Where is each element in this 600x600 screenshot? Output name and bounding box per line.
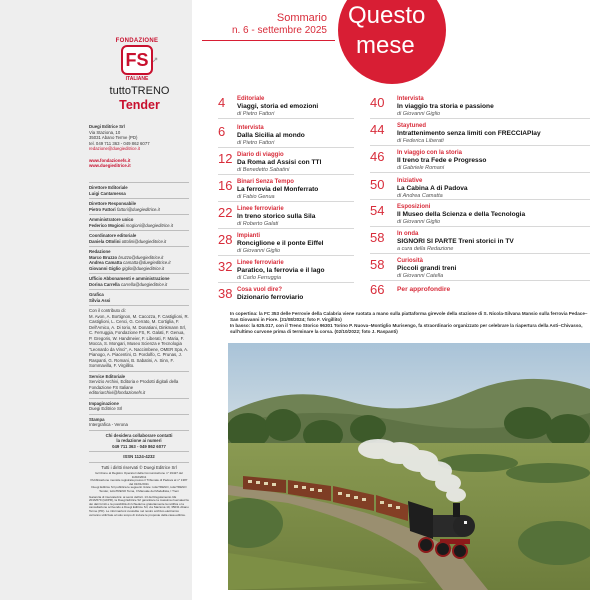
role-label: Direttore Editoriale <box>89 185 128 190</box>
toc-separator <box>218 282 354 283</box>
article-title: La ferrovia del Monferrato <box>237 186 319 193</box>
toc-separator <box>370 145 590 146</box>
page-number: 22 <box>218 205 233 220</box>
role-label: Direttore Responsabile <box>89 201 137 206</box>
page-number: 54 <box>370 203 385 218</box>
article-title: Intrattenimento senza limiti con FRECCIAPlay <box>397 130 541 137</box>
page-number: 46 <box>370 149 385 164</box>
article-author: di Pietro Fattori <box>237 111 275 117</box>
fondazione-fs-logo <box>112 38 162 82</box>
impag-name: Duegi Editrice Srl <box>89 406 123 411</box>
staff-name: Marco Bruzzo <box>89 254 118 260</box>
brand-tender: Tender <box>119 98 160 112</box>
toc-separator <box>218 147 354 148</box>
grafica-name: Silvia Assi <box>89 297 111 303</box>
article-author: di Federica Liberati <box>397 138 444 144</box>
address-line-1: Via Staziona, 10 <box>89 129 121 135</box>
staff-email: giglio@duegieditrice.it <box>121 265 165 271</box>
article-title: La Cabina A di Padova <box>397 185 468 192</box>
logo-mark-text: FS <box>125 50 149 70</box>
article-title: SIGNORI SI PARTE Treni storici in TV <box>397 238 514 245</box>
caption-body: la FC 353 delle Ferrovie della Calabria viene ruotata a mano sulla piattaforma girevole della stazione di S. Nicola-Silvana Mansio sulla ferrovia Pedace–San Giovanni in Fiore. (31/08/2024; foto F. Virgillito) <box>230 311 588 322</box>
toc-separator <box>218 201 354 202</box>
article-author: a cura della Redazione <box>397 246 454 252</box>
toc-separator <box>370 118 590 119</box>
section-label: Linee ferroviarie <box>237 260 284 266</box>
section-label: Cosa vuol dire? <box>237 287 283 293</box>
staff-name: Giovanni Giglio <box>89 265 121 271</box>
publisher-name: Duegi Editrice Srl <box>89 124 125 129</box>
toc-separator <box>218 255 354 256</box>
logo-bottom-text: ITALIANE <box>125 76 149 82</box>
service-text: Servizio Archivi, Editoria e Prodotti digitali della Fondazione FS Italiane <box>89 379 179 390</box>
toc-separator <box>370 199 590 200</box>
page-number: 12 <box>218 151 233 166</box>
fineprint-2: Pubblicazione mensile registrata presso il Tribunale di Padova al n° 1387 del 01/01/2011 <box>90 478 188 486</box>
page-number: 16 <box>218 178 233 193</box>
caption-lead-2: In basso: <box>230 323 251 328</box>
role-label: Coordinatore editoriale <box>89 233 137 238</box>
stampa-name: Intergrafica - Verona <box>89 422 128 427</box>
redazione-title: Redazione <box>89 249 111 254</box>
web-link-2[interactable]: www.duegieditrice.it <box>89 163 131 168</box>
article-author: di Roberto Galati <box>237 221 279 227</box>
service-email: editoriarchivi@fondazionefs.it <box>89 390 146 395</box>
article-author: di Giovanni Giglio <box>397 219 441 225</box>
role-name: Federico Mogioni <box>89 222 125 228</box>
article-title: Piccoli grandi treni <box>397 265 457 272</box>
article-author: di Giovanni Giglio <box>237 248 281 254</box>
section-label: Editoriale <box>237 96 265 102</box>
impag-title: Impaginazione <box>89 400 119 406</box>
masthead-panel <box>0 0 192 600</box>
web-link-1[interactable]: www.fondazionefs.it <box>89 157 131 163</box>
ufficio-title: Ufficio Abbonamenti e amministrazione <box>89 276 170 281</box>
toc-separator <box>370 172 590 173</box>
stampa-title: Stampa <box>89 416 105 422</box>
article-title: Il Museo della Scienza e della Tecnologia <box>397 211 526 218</box>
article-author: di Carlo Ferruggia <box>237 275 282 281</box>
fineprint-4: Garanzia di riservatezza: ai sensi dell'art. 13 del Regolamento UE 2016/679 (GDPR), la Duegi Editrice Srl garantisce la massima riservatezza dei dati forniti e la possibilità di richiederne gratuitamente la rettifica o la cancellazione scrivendo a Duegi Editrice Srl, via Staziona 10, 35031 Abano Terme (PD). Le informazioni custodite nel nostro archivio elettronico verranno utilizzate al solo scopo di inviare le proposte della casa editrice. <box>89 494 189 517</box>
email-link[interactable]: redazione@duegieditrice.it <box>89 146 140 151</box>
section-label: Iniziative <box>397 178 423 184</box>
toc-separator <box>370 226 590 227</box>
brand-tuttotreno: tuttoTRENO <box>109 85 170 97</box>
rights: Tutti i diritti riservati © Duegi Editrice Srl <box>101 464 177 470</box>
role-email: fattori@duegieditrice.it <box>116 206 160 212</box>
page-number: 28 <box>218 232 233 247</box>
collab-line-1: Chi desidera collaborare contatti <box>105 432 173 438</box>
section-label: Intervista <box>237 125 264 131</box>
section-label: Binari Senza Tempo <box>237 179 294 185</box>
contributors-list: M. Avon, A. Bortignon, M. Cacozza, F. Castiglioni, R. Castiglioni, L. Cenci, G. Cerrato, M. Cortiglia, F. Dell'Amico, A. Di Iorio, M. Donatiani, Dinkmann Srl, C. Ferruggia, Fondazione FS, R. Galati, F. Genua, P. Gregoris, W. Handmeier, F. Liberati, F. Maria, F. Mocca, S. Mongari, Museo Scienza e Tecnologia "Leonardo da Vinci", A. Naccimbene, OMER Spa, A. Pianogo, A. Piacentini, D. Pordolfo, C. Prunas, J. Raspanti, G. Romani, B. Sabatini, A. Sinn, F. Sommavilla, F. Virgillito. <box>89 313 189 368</box>
contributors-title: Con il contributo di: <box>89 308 126 313</box>
fs-logo-mark <box>121 45 158 75</box>
article-author: di Andrea Camatta <box>397 193 443 199</box>
ufficio-email: carrella@duegieditrice.it <box>121 281 168 287</box>
fineprint-1: Iscrizione al Registro Operatori della Comunicazione n° 19427 del 11/02/2011 <box>95 471 183 479</box>
role-email: mogioni@duegieditrice.it <box>125 222 173 228</box>
article-author: di Giovanni Giglio <box>397 111 441 117</box>
grafica-title: Grafica <box>89 292 104 297</box>
page-number: 58 <box>370 230 385 245</box>
article-title: Dizionario ferroviario <box>237 294 304 301</box>
article-author: di Giovanni Catella <box>397 273 444 279</box>
service-title: Service Editoriale <box>89 373 126 379</box>
section-label: In viaggio con la storia <box>397 150 463 156</box>
article-author: di Fabio Genua <box>237 194 275 200</box>
article-title: Il treno tra Fede e Progresso <box>397 157 487 164</box>
page-number: 40 <box>370 95 385 110</box>
role-name: Pietro Fattori <box>89 206 116 212</box>
page-number: 50 <box>370 177 385 192</box>
toc-separator <box>218 174 354 175</box>
address-line-2: 35031 Abano Terme (PD) <box>89 135 138 140</box>
caption-lead: In copertina: <box>230 311 258 316</box>
article-title: In treno storico sulla Sila <box>237 213 316 220</box>
role-email: ottolini@duegieditrice.it <box>121 238 167 244</box>
toc-separator <box>370 280 590 281</box>
page-number: 4 <box>218 95 226 110</box>
role-name: Daniela Ottolini <box>89 238 121 244</box>
section-label: Intervista <box>397 96 424 102</box>
toc-separator <box>218 118 354 119</box>
staff-email: camatta@duegieditrice.it <box>123 260 171 265</box>
cover-caption <box>230 311 590 335</box>
header-divider <box>202 40 335 41</box>
caption-body-2: la 625.017, con il Treno Storico 96301 Torino P. Nuova–Montiglio Murisengo, fa straordinario organizzato per celebrare la riapertura della Asti–Chivasso, sull'ultimo curvone prima di terminare la corsa. (02/10/2022; foto J. Raspanti) <box>230 323 583 334</box>
page-number: 6 <box>218 124 226 139</box>
article-author: di Pietro Fattori <box>237 140 275 146</box>
logo-top-text: FONDAZIONE <box>115 38 159 44</box>
article-title: Viaggi, storia ed emozioni <box>237 103 319 110</box>
article-author: di Gabriele Romani <box>397 165 445 171</box>
photo-illustration <box>228 343 590 590</box>
steam-train-photo <box>228 343 590 590</box>
section-label: Staytuned <box>397 123 427 129</box>
article-author: di Benedetto Sabatini <box>237 167 290 173</box>
collab-line-3: 049 711 363 - 049 862 6077 <box>112 443 166 449</box>
section-label: Curiosità <box>397 258 424 264</box>
collab-line-2: la redazione ai numeri <box>116 438 162 443</box>
toc-separator <box>370 253 590 254</box>
phone: tel. 049 711 363 - 049 862 6077 <box>89 140 150 146</box>
fineprint-3: Duegi Editrice Srl pubblica le seguenti riviste: tuttoTRENO, tuttoTRENO Tender, tuttoTRENO Tema, Il Manuale del Modellista, I Treni <box>91 485 187 493</box>
page-number: 32 <box>218 259 233 274</box>
sommario-label: Sommario <box>276 12 327 24</box>
badge-title-line-2: mese <box>356 32 415 59</box>
swoosh-icon: ↗ <box>152 57 158 64</box>
section-label: Diario di viaggio <box>237 152 284 158</box>
staff-name: Andrea Camatta <box>89 260 122 265</box>
article-title: Ronciglione e il ponte Eiffel <box>237 240 324 247</box>
staff-email: bruzzo@duegieditrice.it <box>118 254 164 260</box>
section-label: Impianti <box>237 233 261 239</box>
role-name: Luigi Cantamessa <box>89 190 126 196</box>
section-label: In onda <box>397 231 419 237</box>
article-title: Paratico, la ferrovia e il lago <box>237 267 325 274</box>
article-title: Dalla Sicilia al mondo <box>237 132 305 139</box>
page-number: 66 <box>370 282 385 297</box>
article-title: Per approfondire <box>397 286 451 293</box>
page-number: 58 <box>370 257 385 272</box>
publisher-block <box>89 124 189 171</box>
page-number: 38 <box>218 286 233 301</box>
section-label: Esposizioni <box>397 204 431 210</box>
toc-separator <box>218 228 354 229</box>
article-title: Da Roma ad Assisi con TTI <box>237 159 322 166</box>
questo-mese-badge <box>338 0 446 84</box>
badge-title-line-1: Questo <box>348 2 426 29</box>
roles-block <box>89 180 189 517</box>
article-title: In viaggio tra storia e passione <box>397 103 494 110</box>
section-label: Linee ferroviarie <box>237 206 284 212</box>
issue-label: n. 6 - settembre 2025 <box>231 25 327 36</box>
issn: ISSN 1124-4232 <box>123 454 155 459</box>
role-label: Amministratore unico <box>89 217 134 222</box>
page-number: 44 <box>370 122 385 137</box>
ufficio-name: Dorina Carrella <box>89 281 120 287</box>
